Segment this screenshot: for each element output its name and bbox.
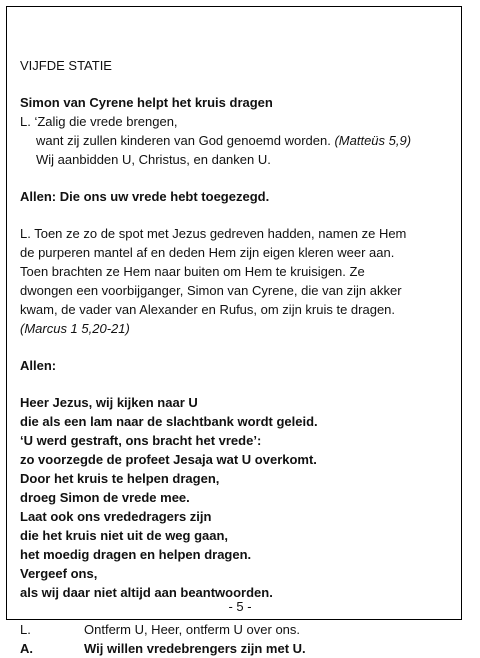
prayer-line: het moedig dragen en helpen dragen. <box>20 547 252 562</box>
opening-line-2 <box>20 131 460 150</box>
reading-line: Toen brachten ze Hem naar buiten om Hem te kruisigen. Ze <box>20 264 365 279</box>
response-allen-1: Allen: Die ons uw vrede hebt toegezegd. <box>20 189 270 204</box>
prayer-line: zo voorzegde de profeet Jesaja wat U overkomt. <box>20 452 317 467</box>
prayer-line: Vergeef ons, <box>20 566 98 581</box>
prayer-line: Heer Jezus, wij kijken naar U <box>20 395 198 410</box>
prayer-line: Door het kruis te helpen dragen, <box>20 471 220 486</box>
prayer-line: die het kruis niet uit de weg gaan, <box>20 528 229 543</box>
closing-all-line <box>20 639 460 658</box>
reading-block <box>20 224 460 338</box>
opening-line-2-text: want zij zullen kinderen van God genoemd worden. <box>36 133 331 148</box>
reading-line: dwongen een voorbijganger, Simon van Cyrene, die van zijn akker <box>20 283 402 298</box>
prayer-line: ‘U werd gestraft, ons bracht het vrede’: <box>20 433 262 448</box>
prayer-block <box>20 393 460 602</box>
station-title: VIJFDE STATIE <box>20 58 112 73</box>
all-label: A. <box>20 641 33 656</box>
prayer-line: die als een lam naar de slachtbank wordt geleid. <box>20 414 318 429</box>
leader-text: Ontferm U, Heer, ontferm U over ons. <box>84 622 301 637</box>
opening-line-3: Wij aanbidden U, Christus, en danken U. <box>36 152 271 167</box>
prayer-line: als wij daar niet altijd aan beantwoorden. <box>20 585 273 600</box>
reading-line: de purperen mantel af en deden Hem zijn eigen kleren weer aan. <box>20 245 395 260</box>
reading-line: kwam, de vader van Alexander en Rufus, om zijn kruis te dragen. <box>20 302 396 317</box>
spacer <box>20 375 460 393</box>
section-heading: Simon van Cyrene helpt het kruis dragen <box>20 95 273 110</box>
spacer <box>20 169 460 187</box>
page-number: - 5 - <box>228 599 252 614</box>
all-text: Wij willen vredebrengers zijn met U. <box>84 641 306 656</box>
allen-label: Allen: <box>20 358 57 373</box>
spacer <box>20 338 460 356</box>
scripture-reference-matthew: (Matteüs 5,9) <box>334 133 412 148</box>
leader-label: L. <box>20 622 31 637</box>
opening-line-1: L. ‘Zalig die vrede brengen, <box>20 114 178 129</box>
spacer <box>20 206 460 224</box>
prayer-line: droeg Simon de vrede mee. <box>20 490 190 505</box>
closing-leader-line <box>20 620 460 639</box>
page-content <box>20 56 460 658</box>
scripture-reference-mark: (Marcus 1 5,20-21) <box>20 321 130 336</box>
prayer-line: Laat ook ons vrededragers zijn <box>20 509 212 524</box>
reading-line: L. Toen ze zo de spot met Jezus gedreven hadden, namen ze Hem <box>20 226 407 241</box>
